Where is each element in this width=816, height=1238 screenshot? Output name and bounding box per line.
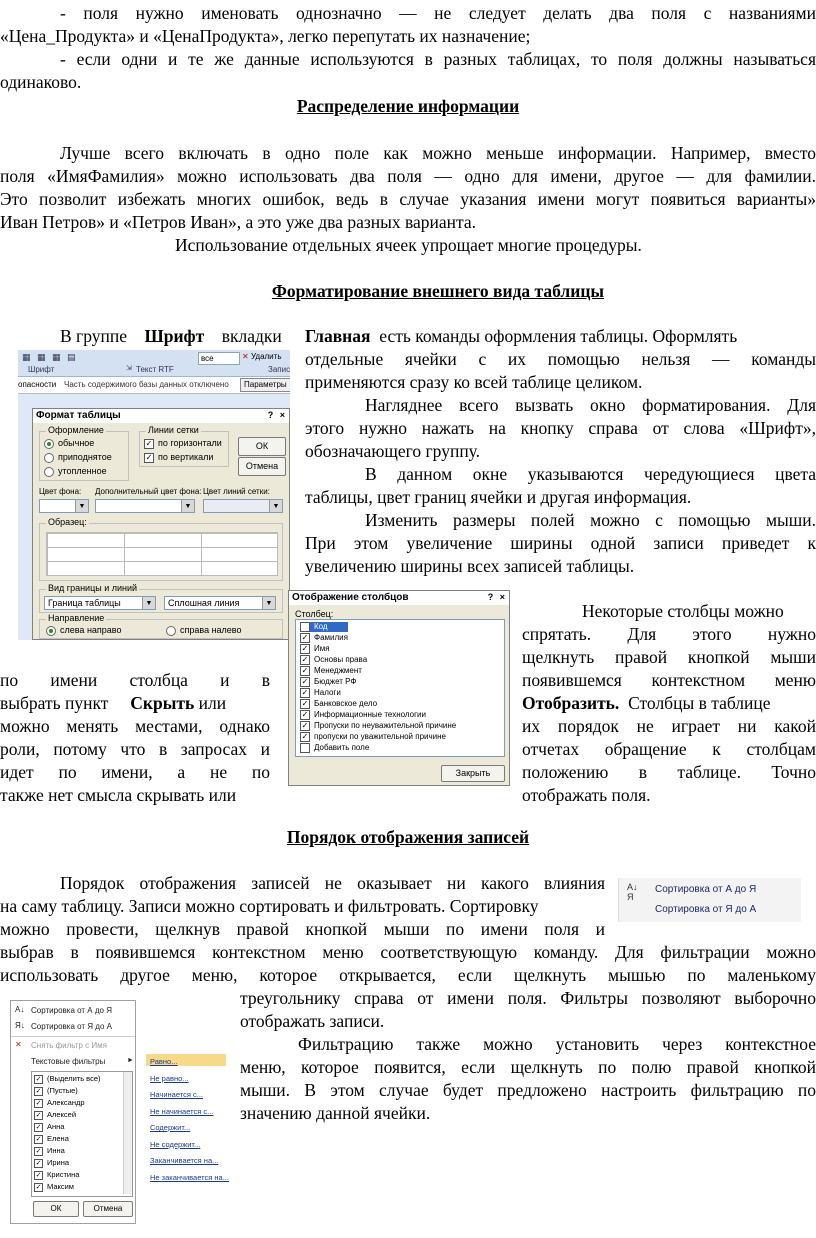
dropdown-arrow-icon: ▼ — [75, 500, 88, 512]
column-list-item[interactable] — [300, 677, 357, 687]
direction-group — [39, 613, 283, 639]
gridlines-vertical-checkbox[interactable] — [144, 452, 213, 463]
paragraph-line: - если одни и те же данные используются в разных таблицах, то поля должны называться — [60, 49, 816, 69]
gridlines-group — [139, 425, 229, 467]
ribbon-delete-label: Удалить — [250, 352, 282, 361]
submenu-item[interactable]: Не равно... — [150, 1073, 189, 1083]
checkbox-icon: ✓ — [301, 721, 309, 730]
infobar-options-button[interactable]: Параметры — [240, 378, 290, 392]
column-list-label: Столбец: — [295, 609, 334, 619]
submenu-item[interactable]: Не начинается с... — [150, 1106, 214, 1116]
radio-icon — [166, 626, 176, 636]
group-label: Оформление — [48, 425, 104, 435]
filter-value-label: (Выделить все) — [47, 1074, 101, 1083]
column-list — [295, 619, 505, 757]
ok-button[interactable]: ОК — [238, 437, 286, 456]
scrollbar[interactable] — [123, 1072, 132, 1194]
columns-dialog — [288, 590, 510, 786]
paragraph-line: роли, потому что в запросах и — [0, 739, 270, 759]
checkbox-icon: ✓ — [301, 644, 309, 653]
column-list-item-label: Менеджмент — [314, 666, 362, 676]
radio-icon — [44, 467, 54, 477]
paragraph-line — [0, 692, 226, 715]
bg-color-select[interactable] — [39, 499, 89, 513]
column-list-item-label: Банковское дело — [314, 699, 378, 709]
bold-text: Шрифт — [144, 326, 205, 346]
paragraph-line: - поля нужно именовать однозначно — не следует делать два поля с названиями — [60, 3, 816, 23]
group-label: Линии сетки — [148, 425, 199, 435]
text: или — [198, 693, 227, 713]
ok-button[interactable]: ОК — [33, 1201, 79, 1217]
dialog-launcher-icon[interactable]: ⇲ — [126, 365, 132, 372]
menu-item-sort-asc[interactable]: Сортировка от А до Я — [31, 1006, 112, 1015]
sort-asc-item[interactable]: Сортировка от А до Я — [655, 884, 757, 895]
checkbox-icon: ✓ — [35, 1123, 42, 1131]
column-list-item[interactable] — [300, 743, 369, 753]
checkbox-icon: ✓ — [35, 1147, 42, 1155]
checkbox-icon: ✓ — [301, 666, 309, 675]
menu-item-clear-filter[interactable]: Снять фильтр с Имя — [31, 1041, 107, 1050]
paragraph-line: При этом увеличение ширины одной записи приведет к — [305, 533, 816, 553]
close-button[interactable]: Закрыть — [441, 765, 505, 782]
paragraph-line: Лучше всего включать в одно поле как можно меньше информации. Например, вместо — [60, 143, 816, 163]
paragraph-line — [305, 325, 737, 348]
filter-value-label: Кристина — [47, 1170, 80, 1179]
cancel-button[interactable]: Отмена — [83, 1201, 133, 1217]
checkbox-icon: ✓ — [35, 1087, 42, 1095]
filter-value-label: (Пустые) — [47, 1086, 78, 1095]
bold-text: Отобразить. — [522, 693, 620, 713]
filter-value-item[interactable] — [34, 1158, 69, 1168]
style-group — [39, 425, 129, 481]
security-infobar — [18, 377, 290, 394]
alt-bg-color-select[interactable] — [95, 499, 195, 513]
submenu-arrow-icon: ► — [127, 1057, 134, 1064]
checkbox-icon: ✓ — [35, 1099, 42, 1107]
filter-value-item[interactable] — [34, 1122, 64, 1132]
format-table-dialog — [32, 408, 290, 640]
group-label: Вид границы и линий — [48, 583, 138, 593]
column-list-item[interactable] — [300, 710, 426, 720]
text: Столбцы в таблице — [628, 693, 771, 713]
submenu-item[interactable]: Не заканчивается на... — [150, 1172, 229, 1182]
checkbox-icon: ✓ — [35, 1075, 42, 1083]
text: вкладки — [221, 326, 282, 346]
column-list-item-label: Информационные технологии — [314, 710, 426, 720]
sort-desc-icon: Я↓ — [15, 1021, 25, 1030]
checkbox-icon: ✓ — [301, 699, 309, 708]
checkbox-icon — [300, 743, 310, 753]
paragraph-line: щелкнуть правой кнопкой мыши — [522, 647, 816, 667]
section-heading: Форматирование внешнего вида таблицы — [271, 281, 605, 301]
checkbox-icon: ✓ — [35, 1171, 42, 1179]
bg-color-label: Цвет фона: — [39, 487, 82, 496]
text: есть команды оформления таблицы. Оформлять — [379, 326, 738, 346]
dropdown-arrow-icon: ▼ — [262, 597, 275, 609]
paragraph-line: меню, которое появится, если щелкнуть по полю правой кнопкой — [240, 1057, 816, 1077]
checkmark-icon: ✓ — [145, 438, 153, 448]
paragraph-line: Иван Петров» и «Петров Иван», а это уже два разных варианта. — [0, 212, 477, 232]
checkbox-icon: ✓ — [35, 1159, 42, 1167]
column-list-item-label: Основы права — [314, 655, 368, 665]
submenu-item[interactable]: Равно... — [150, 1057, 178, 1066]
checkbox-icon: ✓ — [35, 1111, 42, 1119]
paragraph-line: появившемся контекстном меню — [522, 670, 816, 690]
paragraph-line: спрятать. Для этого нужно — [522, 624, 816, 644]
dialog-title: Формат таблицы — [33, 409, 289, 423]
paragraph-line: идет по имени, а не по — [0, 762, 270, 782]
column-list-item[interactable] — [300, 622, 348, 632]
paragraph-line: увеличению ширины всех записей таблицы. — [305, 556, 635, 576]
filter-value-label: Анна — [47, 1122, 65, 1131]
section-heading: Распределение информации — [296, 96, 520, 116]
paragraph-line: Нагляднее всего вызвать окно форматирования. Для — [365, 395, 816, 415]
radio-label: слева направо — [60, 625, 122, 635]
filter-value-label: Инна — [47, 1146, 65, 1155]
filter-menu — [10, 1000, 136, 1224]
checkbox-icon: ✓ — [301, 732, 309, 741]
paragraph-line: отображать записи. — [240, 1011, 385, 1031]
column-list-item[interactable] — [300, 644, 330, 654]
submenu-item[interactable]: Не содержит... — [150, 1139, 201, 1149]
filter-value-label: Елена — [47, 1134, 69, 1143]
paragraph-line: мыши. В этом случае будет предложено настроить фильтрацию по — [240, 1080, 816, 1100]
column-list-item[interactable] — [300, 688, 341, 698]
column-list-item[interactable] — [300, 655, 367, 665]
ribbon-group-records: Запис — [268, 365, 290, 374]
paragraph-line: выбрав в появившемся контекстном меню соответствующую команду. Для фильтрации можно — [0, 942, 816, 962]
checkbox-icon: ✓ — [301, 688, 309, 697]
paragraph-line: отчетах обращение к столбцам — [522, 739, 816, 759]
divider — [11, 1036, 135, 1037]
checkbox-icon: ✓ — [301, 655, 309, 664]
column-list-item-label: Фамилия — [314, 633, 348, 643]
paragraph-line: Изменить размеры полей можно с помощью мыши. — [365, 510, 816, 530]
group-label: Образец: — [48, 517, 87, 527]
radio-icon — [46, 626, 56, 636]
filter-values-list — [31, 1071, 133, 1197]
border-style-group — [39, 583, 283, 613]
filter-value-item[interactable] — [34, 1098, 85, 1108]
paragraph-line: Фильтрацию также можно установить через контекстное — [298, 1034, 816, 1054]
delete-icon: ✕ — [242, 352, 249, 361]
infobar-text: Часть содержимого базы данных отключено — [64, 380, 229, 389]
checkbox-icon: ✓ — [301, 622, 309, 631]
paragraph-line: треугольнику справа от имени поля. Фильтры позволяют выборочно — [240, 988, 816, 1008]
group-label: Направление — [48, 613, 105, 623]
column-list-item-label: Добавить поле — [314, 743, 370, 753]
column-list-item-label: Пропуски по неуважительной причине — [314, 721, 457, 731]
paragraph-line: В данном окне указываются чередующиеся цвета — [365, 464, 816, 484]
paragraph-line: отображать поля. — [522, 785, 651, 805]
submenu-item[interactable]: Начинается с... — [150, 1090, 204, 1099]
paragraph-line: их порядок не играет ни какой — [522, 716, 816, 736]
menu-item-text-filters[interactable]: Текстовые фильтры — [31, 1057, 106, 1066]
sort-asc-icon: A↓ — [15, 1005, 25, 1014]
paragraph-line: «Цена_Продукта» и «ЦенаПродукта», легко перепутать их назначение; — [0, 26, 531, 46]
grid-color-select[interactable] — [203, 499, 283, 513]
ribbon-group-rtf: Текст RTF — [136, 365, 174, 374]
sort-desc-item[interactable]: Сортировка от Я до А — [655, 904, 757, 915]
paragraph-line: применяются сразу ко всей таблице целиком. — [305, 372, 643, 392]
radio-label: обычное — [58, 438, 95, 448]
filter-menu-screenshot — [10, 1000, 229, 1226]
paragraph-line: положению в таблице. Точно — [522, 762, 816, 782]
filter-value-label: Александр — [47, 1098, 85, 1107]
bold-text: Скрыть — [130, 693, 195, 713]
line-style-select[interactable] — [164, 596, 276, 610]
filter-value-item[interactable] — [34, 1086, 78, 1096]
gridlines-horizontal-checkbox[interactable] — [144, 438, 222, 449]
column-list-item[interactable] — [300, 666, 362, 676]
paragraph-line — [60, 325, 282, 348]
column-list-item-label: Налоги — [314, 688, 341, 698]
ribbon-group-font: Шрифт — [28, 365, 55, 374]
filter-value-item[interactable] — [34, 1182, 74, 1192]
paragraph-line: использовать другое меню, которое открывается, если щелкнуть мышью по маленькому — [0, 965, 816, 985]
section-heading: Порядок отображения записей — [286, 827, 530, 847]
text-filters-submenu — [148, 1056, 228, 1186]
sample-group — [39, 517, 283, 581]
column-list-item-label: пропуски по уважительной причине — [314, 732, 447, 742]
paragraph-line: отдельные ячейки с их помощью нельзя — команды — [305, 349, 816, 369]
direction-rtl-radio[interactable] — [166, 625, 242, 636]
submenu-item[interactable]: Содержит... — [150, 1123, 191, 1132]
grid-color-label: Цвет линий сетки: — [203, 487, 270, 496]
submenu-item[interactable]: Заканчивается на... — [150, 1156, 219, 1165]
paragraph-line: также нет смысла скрывать или — [0, 785, 237, 805]
dropdown-arrow-icon: ▼ — [142, 597, 155, 609]
checkmark-icon: ✓ — [145, 452, 153, 462]
column-list-item-label: Код — [314, 622, 328, 632]
filter-value-label: Алексей — [47, 1110, 77, 1119]
checkbox-icon: ✓ — [35, 1183, 42, 1191]
ribbon-delete-button[interactable] — [242, 352, 281, 361]
filter-value-item[interactable] — [34, 1146, 65, 1156]
checkbox-icon: ✓ — [35, 1135, 42, 1143]
paragraph-line: можно провести, щелкнув правой кнопкой мыши по имени поля и — [0, 919, 605, 939]
style-sunken-radio[interactable] — [44, 466, 107, 477]
format-table-screenshot — [18, 350, 290, 640]
infobar-left-text: опасности — [18, 380, 57, 389]
dialog-title-buttons[interactable]: ? × — [487, 592, 507, 602]
paragraph-line: можно менять местами, однако — [0, 716, 270, 736]
radio-label: справа налево — [180, 625, 242, 635]
radio-icon — [44, 453, 54, 463]
checkbox-label: по вертикали — [158, 452, 214, 462]
filter-value-label: Ирина — [47, 1158, 70, 1167]
paragraph-line: Использование отдельных ячеек упрощает многие процедуры. — [175, 235, 642, 255]
border-select[interactable] — [44, 596, 156, 610]
column-list-item[interactable] — [300, 721, 456, 731]
paragraph-line: этого нужно нажать на кнопку справа от слова «Шрифт», — [305, 418, 816, 438]
filter-value-label: Максим — [47, 1182, 74, 1191]
text: В группе — [60, 326, 127, 346]
paragraph-line: по имени столбца и в — [0, 670, 270, 690]
dialog-title-buttons[interactable]: ? × — [267, 410, 287, 420]
style-raised-radio[interactable] — [44, 452, 112, 463]
paragraph-line: значению данной ячейки. — [240, 1103, 431, 1123]
ribbon — [18, 350, 290, 377]
radio-label: утопленное — [58, 466, 107, 476]
paragraph-line: Порядок отображения записей не оказывает ни какого влияния — [60, 873, 605, 893]
ribbon-all-select[interactable]: все — [198, 352, 240, 365]
column-list-item[interactable] — [300, 732, 446, 742]
filter-value-item[interactable] — [34, 1110, 76, 1120]
column-list-item[interactable] — [300, 633, 348, 643]
filter-value-item[interactable] — [34, 1074, 101, 1084]
bold-text: Главная — [305, 326, 371, 346]
sort-menu — [618, 878, 801, 922]
column-list-item-label: Бюджет РФ — [314, 677, 357, 687]
paragraph-line: обозначающего группу. — [305, 441, 481, 461]
text: выбрать пункт — [0, 693, 109, 713]
cancel-button[interactable]: Отмена — [238, 457, 286, 476]
checkbox-icon: ✓ — [301, 633, 309, 642]
checkbox-icon: ✓ — [301, 677, 309, 686]
sort-asc-icon: A↓ Я — [627, 882, 638, 902]
style-normal-radio[interactable] — [44, 438, 94, 449]
select-value: Граница таблицы — [48, 598, 121, 608]
paragraph-line: таблицы, цвет границ ячейки и другая информация. — [305, 487, 692, 507]
column-list-item[interactable] — [300, 699, 377, 709]
dropdown-arrow-icon: ▼ — [181, 500, 194, 512]
ribbon-icons: ▦ ▦ ▦ ▤ — [22, 352, 78, 362]
alt-bg-color-label: Дополнительный цвет фона: — [95, 487, 202, 496]
column-list-item-label: Имя — [314, 644, 330, 654]
radio-icon — [44, 439, 54, 449]
radio-label: приподнятое — [58, 452, 112, 462]
menu-item-sort-desc[interactable]: Сортировка от Я до А — [31, 1022, 112, 1031]
paragraph-line: Некоторые столбцы можно — [582, 601, 784, 621]
checkbox-icon: ✓ — [301, 710, 309, 719]
sample-grid-preview — [46, 532, 278, 576]
filter-value-item[interactable] — [34, 1170, 79, 1180]
dialog-title: Отображение столбцов — [289, 591, 509, 605]
paragraph-line — [522, 692, 771, 715]
checkbox-label: по горизонтали — [158, 438, 222, 448]
paragraph-line: одинаково. — [0, 72, 82, 92]
clear-filter-icon: ✕ — [15, 1040, 22, 1049]
direction-ltr-radio[interactable] — [46, 625, 122, 636]
paragraph-line: Это позволит избежать многих ошибок, ведь в случае указания имени могут появиться варианты» — [0, 189, 816, 209]
dropdown-arrow-icon: ▼ — [269, 500, 282, 512]
filter-value-item[interactable] — [34, 1134, 69, 1144]
paragraph-line: на саму таблицу. Записи можно сортировать и фильтровать. Сортировку — [0, 896, 539, 916]
paragraph-line: поля «ИмяФамилия» можно использовать два поля — одно для имени, другое — для фамилии. — [0, 166, 816, 186]
select-value: Сплошная линия — [168, 598, 240, 608]
